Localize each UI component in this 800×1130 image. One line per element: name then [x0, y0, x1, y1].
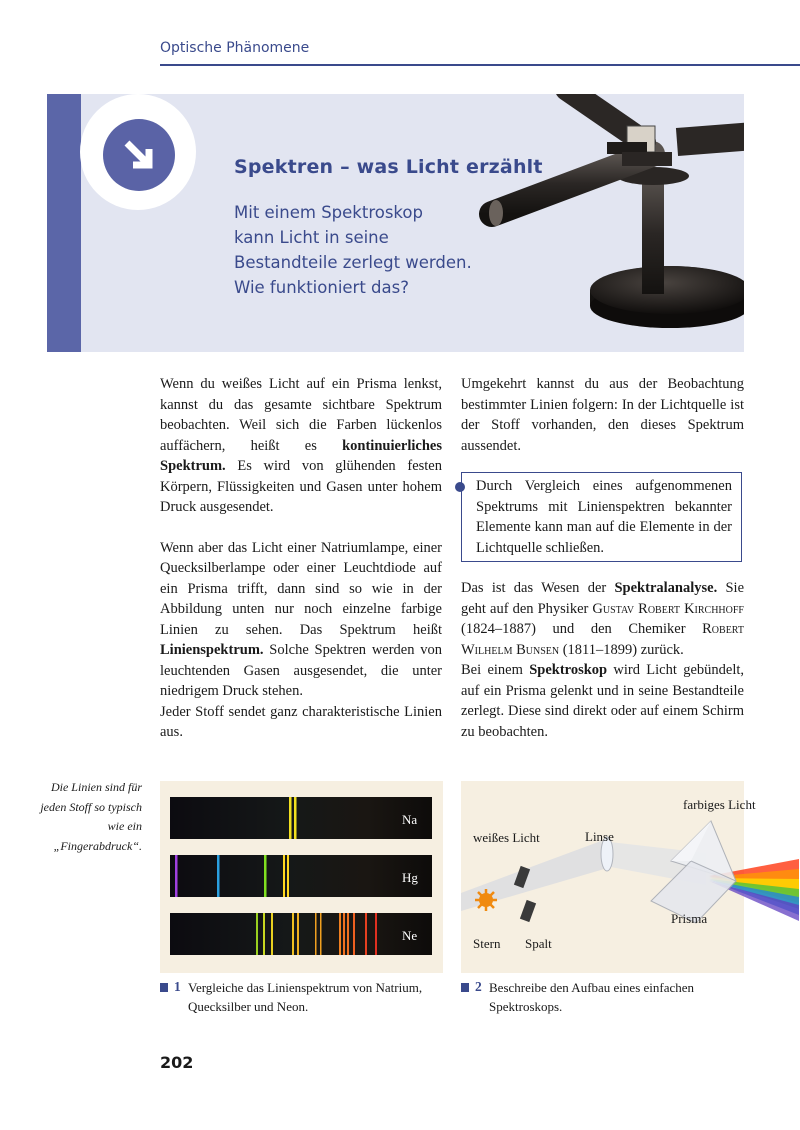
info-box-text: Durch Vergleich eines aufgenommenen Spektrums mit Linienspektren bekannter Elemente kann man auf die Elemente in der Lichtquelle schließen. [476, 478, 732, 556]
spectrum-ne [170, 913, 432, 955]
paragraph: Wenn du weißes Licht auf ein Prisma lenkst, kannst du das gesamte sichtbare Spektrum beobachten. Weil sich die Farben lückenlos auffächern, heißt es kontinuierliches Spektrum. Es wird von glühenden festen Körpern, Flüssigkeiten und Gasen unter hohem Druck ausgesendet. [160, 376, 442, 515]
caption-marker [160, 983, 168, 992]
star-icon [475, 889, 497, 911]
label-colored-light: farbiges Licht [683, 797, 756, 812]
label-slit: Spalt [525, 936, 552, 951]
text-column-right-lower [461, 578, 744, 742]
arrow-down-right-icon [103, 119, 175, 191]
margin-note: Die Linien sind für jeden Stoff so typisch wie ein „Fingerabdruck“. [40, 780, 142, 853]
label-white-light: weißes Licht [473, 830, 540, 845]
paragraph: Das ist das Wesen der Spektralanalyse. Sie geht auf den Physiker Gustav Robert Kirchhoff (1824–1887) und den Chemiker Robert Wilhelm Bunsen (1811–1899) zurück. [461, 580, 745, 658]
figure-line-spectra [160, 781, 443, 973]
text-column-right [461, 374, 744, 456]
paragraph: Wenn aber das Licht einer Natriumlampe, einer Quecksilberlampe oder einer Leuchtdiode auf ein Prisma trifft, dann sind so wie in der Abbildung unten nur noch einzelne farbige Linien zu sehen. Das Spektrum heißt Linienspektrum. Solche Spektren werden von leuchtenden Gasen ausgesendet, die unter niedrigem Druck stehen. [160, 539, 442, 699]
text-column-left [160, 374, 442, 743]
banner-line: Bestandteile zerlegt werden. [234, 253, 472, 272]
caption-marker [461, 983, 469, 992]
banner-side-bar [47, 94, 81, 352]
banner-line: kann Licht in seine [234, 228, 389, 247]
banner-title: Spektren – was Licht erzählt [234, 156, 543, 178]
label-prism: Prisma [671, 911, 708, 926]
banner-line: Wie funktioniert das? [234, 278, 409, 297]
info-dot-icon [455, 482, 465, 492]
caption-figure-1: Vergleiche das Linienspektrum von Natrium, Quecksilber und Neon. [188, 980, 423, 1014]
caption-number: 2 [475, 979, 482, 994]
page-number: 202 [160, 1053, 194, 1072]
banner-text [234, 200, 534, 300]
section-title: Optische Phänomene [160, 40, 310, 56]
spectrum-label-na: Na [402, 812, 418, 827]
label-lens: Linse [585, 829, 614, 844]
caption-figure-2: Beschreibe den Aufbau eines einfachen Spektroskops. [489, 980, 695, 1014]
paragraph: Jeder Stoff sendet ganz charakteristische Linien aus. [160, 703, 442, 740]
banner-line: Mit einem Spektroskop [234, 203, 423, 222]
paragraph: Bei einem Spektroskop wird Licht gebündelt, auf ein Prisma gelenkt und in seine Bestandteile zerlegt. Diese sind direkt oder auf einem Schirm zu beobachten. [461, 662, 744, 740]
paragraph: Umgekehrt kannst du aus der Beobachtung bestimmter Linien folgern: In der Lichtquelle ist der Stoff vorhanden, den dieses Spektrum aussendet. [461, 376, 744, 454]
header-rule [160, 64, 800, 66]
figure-spectroscope-diagram [461, 781, 756, 973]
spectrum-hg [170, 855, 432, 897]
spectrum-na [170, 797, 432, 839]
slit-lower [520, 900, 536, 922]
label-star: Stern [473, 936, 501, 951]
caption-number: 1 [174, 979, 181, 994]
spectrum-label-ne: Ne [402, 928, 418, 943]
spectrum-label-hg: Hg [402, 870, 418, 885]
